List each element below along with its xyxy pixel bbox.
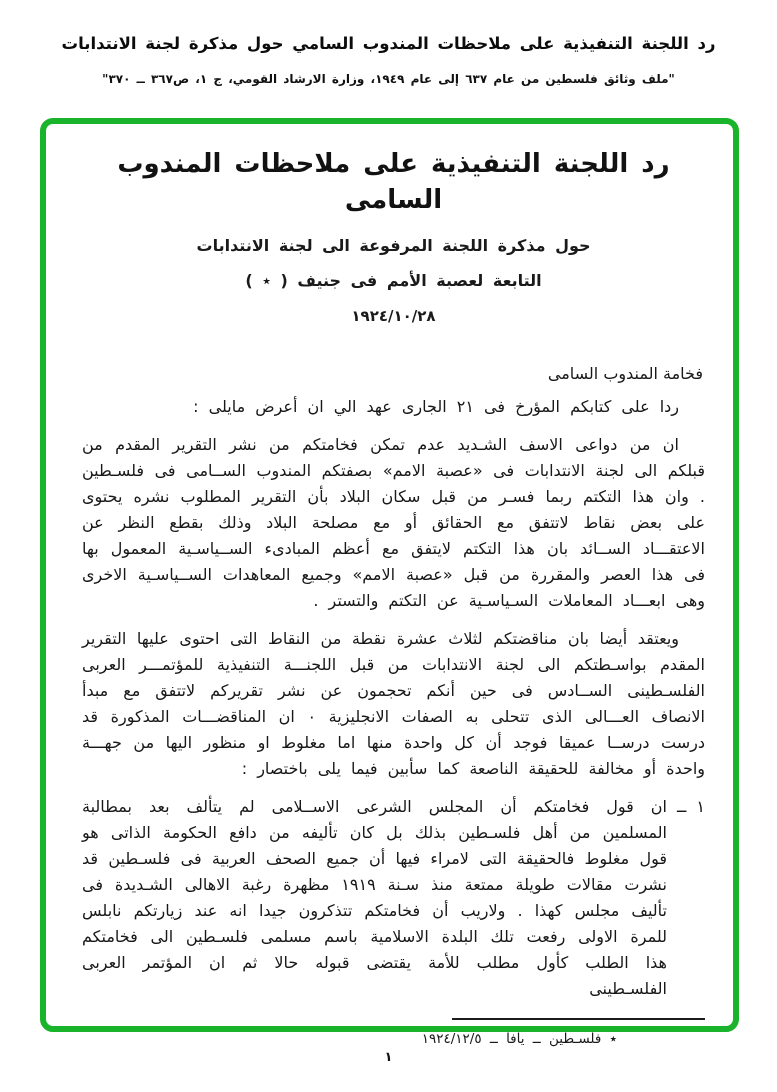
green-frame xyxy=(40,118,739,1047)
salutation-line: فخامة المندوب السامى xyxy=(547,364,703,383)
document-subtitle-1: حول مذكرة اللجنة المرفوعة الى لجنة الانتدابات xyxy=(196,236,591,255)
footnote-text: ٭ فلسـطين ــ يافا ــ ١٩٢٤/١٢/٥ xyxy=(421,1031,617,1047)
document-subtitle-2: التابعة لعصبة الأمم فى جنيف ( ٭ ) xyxy=(245,271,542,290)
paragraph-2: ويعتقد أيضا بان مناقضتكم لثلاث عشرة نقطة من النقاط التى احتوى عليها التقرير المقدم بواسـطتكم الى لجنة الانتدابات من قبل اللجنـــة التنفيذية للمؤتمـــر العربى الفلسـطينى الســادس فى حين أنكم تحجمون عن نشر تقريركم لاتتفق مع مبدأ الانصاف العـــالى الذى تتحلى به الصفات الانجليزية ٠ ان المناقضـــات المذكورة قد درست درســا عميقا فوجد أن كل واحدة منها اما مغلوط او منظور اليها من جهـــة واحدة أو مخالفة للحقيقة الناصعة كما سأبين فيما يلى باختصار : xyxy=(82,629,705,778)
page-number: ١ xyxy=(384,1050,393,1065)
document-date: ١٩٢٤/١٠/٢٨ xyxy=(351,307,436,325)
item-1-text: ان قول فخامتكم أن المجلس الشرعى الاســلامى لم يتألف بعد بمطالبة المسلمين من أهل فلسـطين بذلك بل كان تأليفه من دافع الحكومة الذاتى هو قول مغلوط فالحقيقة التى لامراء فيها أن جميع الصحف العربية فى فلسـطين قد نشرت مقالات طويلة ممتعة منذ سـنة ١٩١٩ مظهرة رغبة الاهالى الشـديدة فى تأليف مجلس كهذا . ولاريب أن فخامتكم تتذكرون جيدا انه عند زيارتكم نابلس للمرة الاولى رفعت تلك البلدة الاسلامية باسم مسلمى فلسـطين الى فخامتكم هذا الطلب كأول مطلب للأمة يقتضى قبوله حالا ثم ان المؤتمر العربى الفلسـطينى xyxy=(82,797,668,998)
item-1-number-marker: ١ ــ xyxy=(676,797,705,816)
document-title: رد اللجنة التنفيذية على ملاحظات المندوب السامى xyxy=(117,149,670,215)
footnote-separator-rule xyxy=(452,1018,705,1020)
header-title: رد اللجنة التنفيذية على ملاحظات المندوب السامي حول مذكرة لجنة الانتدابات xyxy=(61,34,716,53)
header-source-citation: "ملف وثائق فلسطين من عام ٦٣٧ إلى عام ١٩٤٩، وزارة الارشاد القومي، ج ١، ص٣٦٧ ــ ٣٧٠" xyxy=(102,72,675,86)
numbered-item-1 xyxy=(82,794,705,1002)
paragraph-1: ان من دواعى الاسف الشـديد عدم تمكن فخامتكم من نشر التقرير المقدم من قبلكم الى لجنة الانتدابات فى «عصبة الامم» بصفتكم المندوب الســامى فى فلسـطين . وان هذا التكتم ربما فسـر من قبل سكان البلاد بأن التقرير المطلوب نشره يحتوى على بعض نقاط لاتتفق مع الحقائق أو مع مصلحة البلاد وذلك بقطع النظر عن الاعتقـــاد الســائد بان هذا التكتم لايتفق مع أعظم المبادىء الســياسـية المعمول بها فى هذا العصر والمقررة من قبل «عصبة الامم» وجميع المعاهدات الســياسـية الاخرى وهى ابعـــاد المعاملات السـياسـية عن التكتم والتستر . xyxy=(82,435,705,610)
footnote-block xyxy=(82,1018,705,1048)
intro-line: ردا على كتابكم المؤرخ فى ٢١ الجارى عهد الي ان أعرض مايلى : xyxy=(193,397,679,416)
